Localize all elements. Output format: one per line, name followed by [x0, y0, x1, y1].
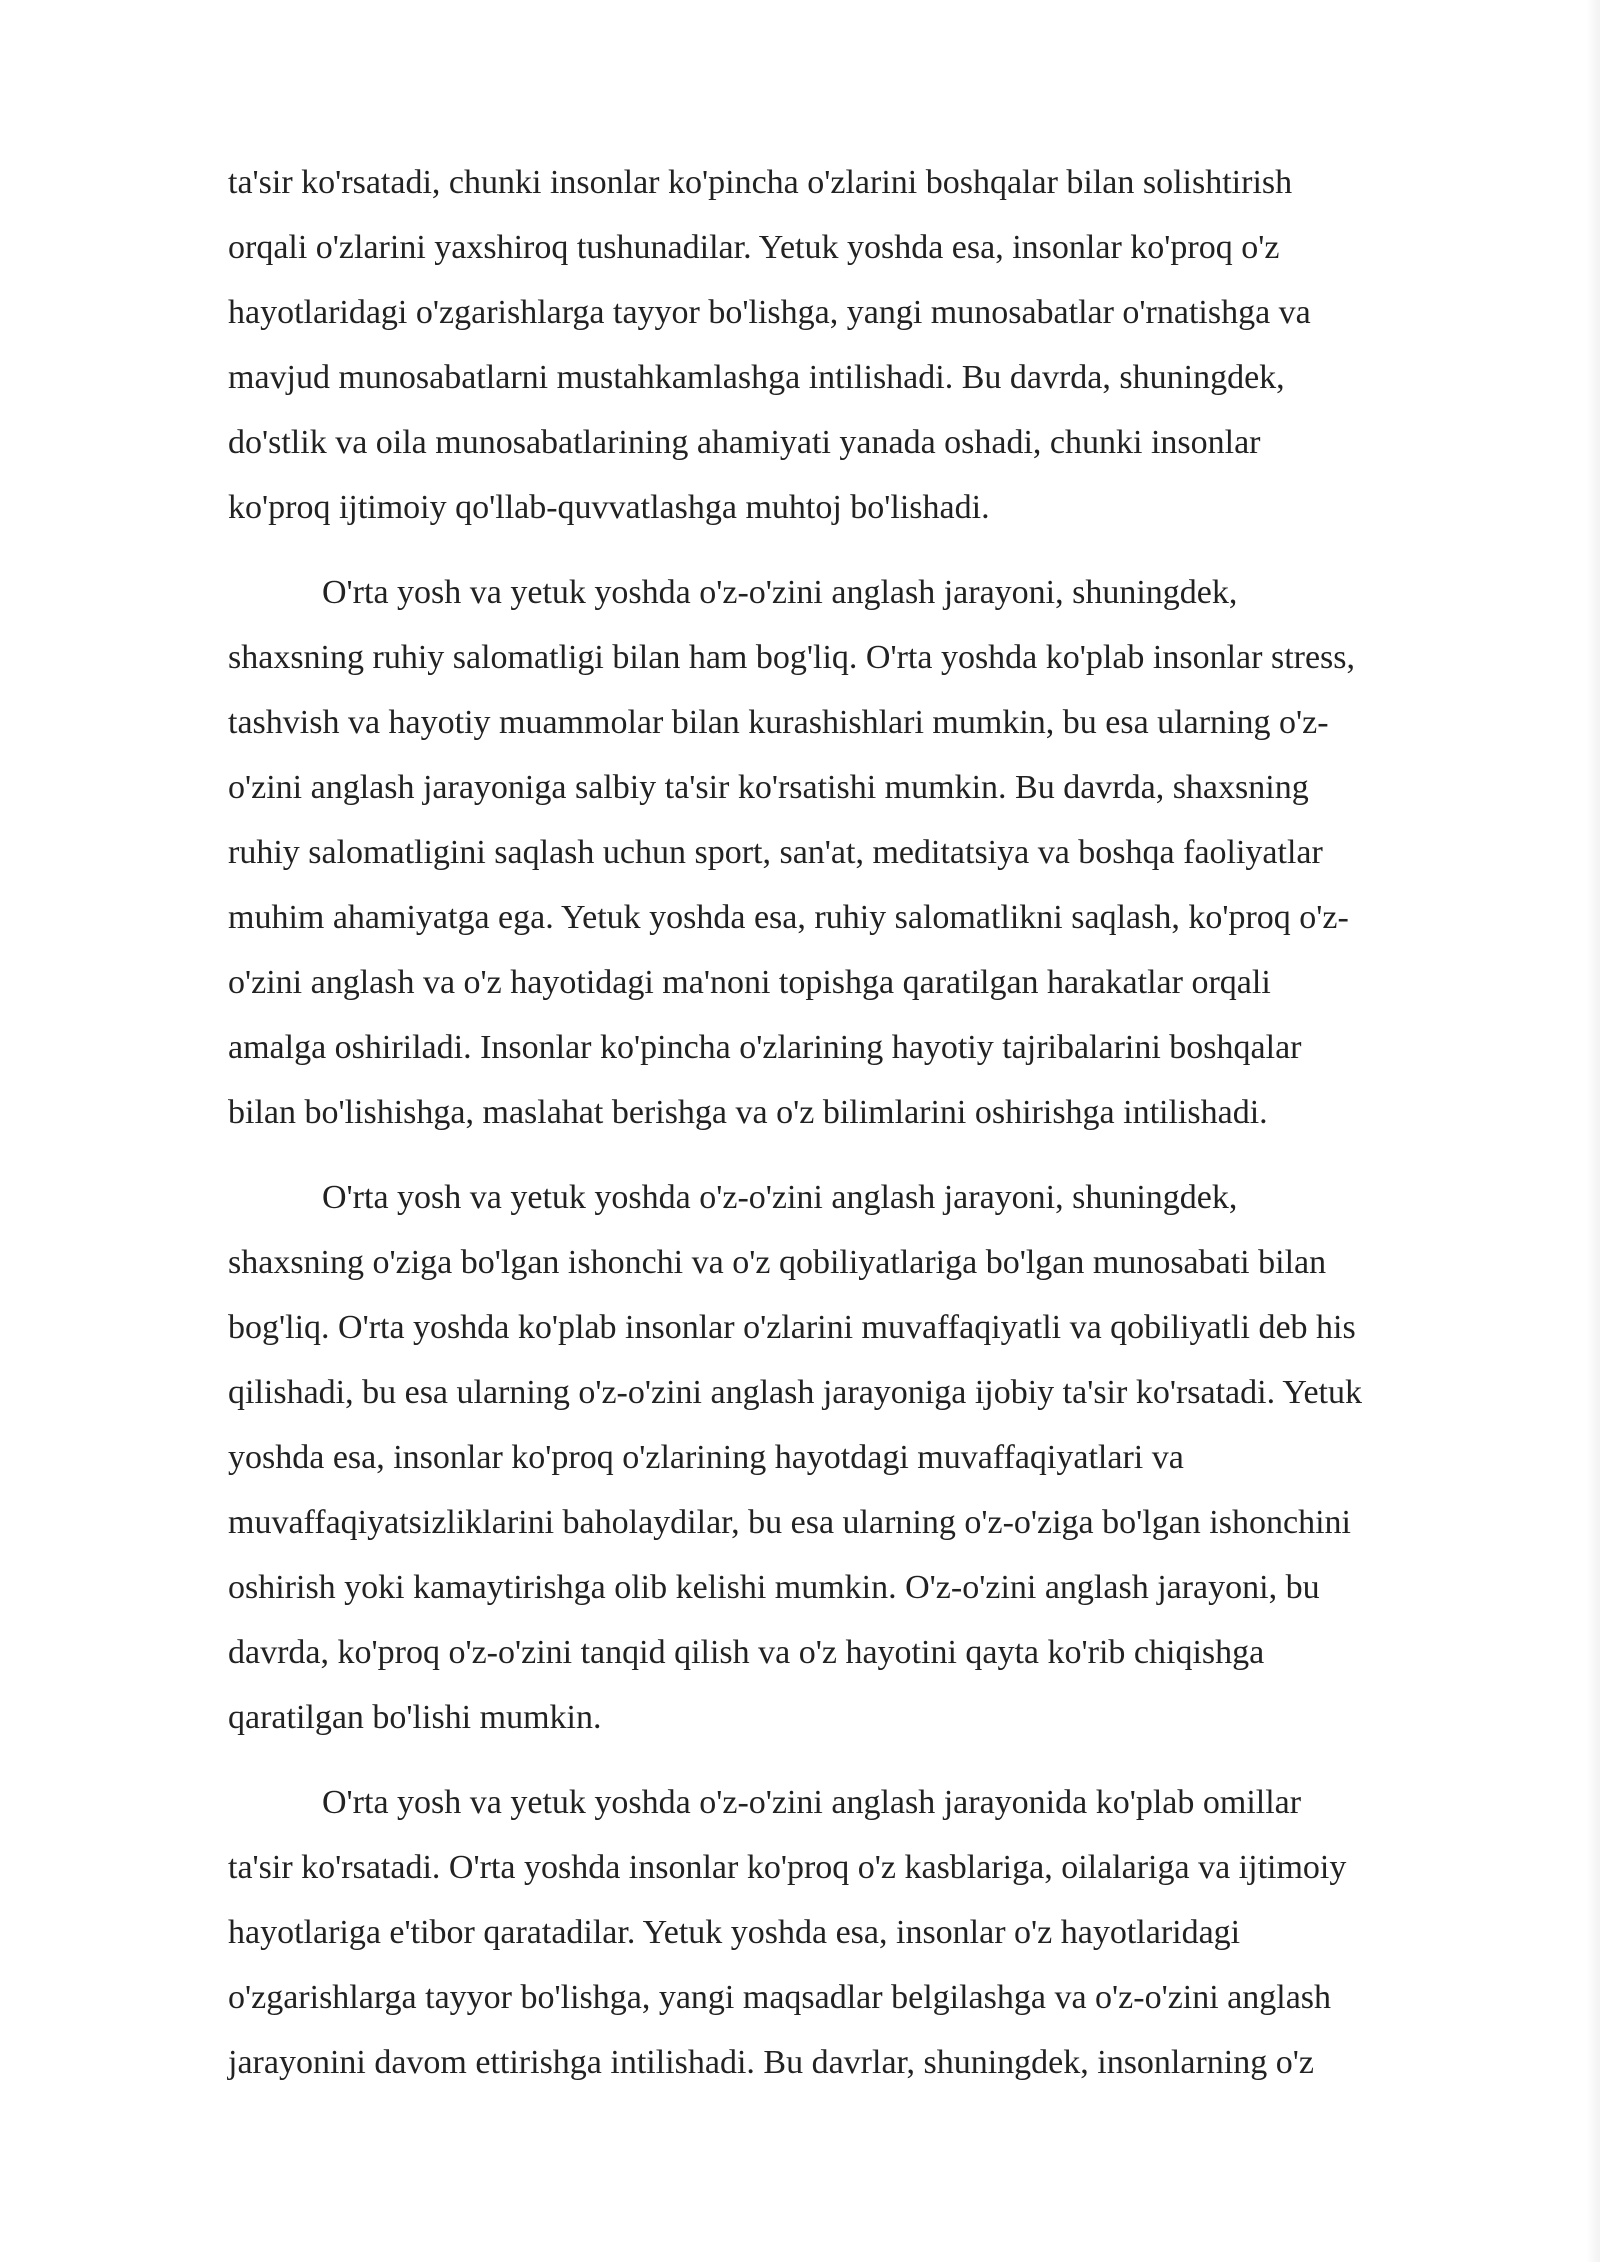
text-line: ko'proq ijtimoiy qo'llab-quvvatlashga muhtoj bo'lishadi. — [228, 489, 990, 526]
text-line: bog'liq. O'rta yoshda ko'plab insonlar o'zlarini muvaffaqiyatli va qobiliyatli deb his — [228, 1309, 1356, 1346]
text-line: tashvish va hayotiy muammolar bilan kurashishlari mumkin, bu esa ularning o'z- — [228, 704, 1329, 741]
text-line: davrda, ko'proq o'z-o'zini tanqid qilish va o'z hayotini qayta ko'rib chiqishga — [228, 1634, 1265, 1671]
text-line: o'zini anglash jarayoniga salbiy ta'sir ko'rsatishi mumkin. Bu davrda, shaxsning — [228, 769, 1309, 806]
text-line: bilan bo'lishishga, maslahat berishga va o'z bilimlarini oshirishga intilishadi. — [228, 1094, 1268, 1131]
text-line: amalga oshiriladi. Insonlar ko'pincha o'zlarining hayotiy tajribalarini boshqalar — [228, 1029, 1302, 1066]
document-body — [228, 150, 1488, 2115]
text-line: muhim ahamiyatga ega. Yetuk yoshda esa, ruhiy salomatlikni saqlash, ko'proq o'z- — [228, 899, 1349, 936]
text-line: yoshda esa, insonlar ko'proq o'zlarining hayotdagi muvaffaqiyatlari va — [228, 1439, 1184, 1476]
text-line: O'rta yosh va yetuk yoshda o'z-o'zini anglash jarayonida ko'plab omillar — [322, 1784, 1302, 1821]
text-line: do'stlik va oila munosabatlarining ahamiyati yanada oshadi, chunki insonlar — [228, 424, 1261, 461]
text-line: oshirish yoki kamaytirishga olib kelishi mumkin. O'z-o'zini anglash jarayoni, bu — [228, 1569, 1320, 1606]
text-line: hayotlaridagi o'zgarishlarga tayyor bo'lishga, yangi munosabatlar o'rnatishga va — [228, 294, 1311, 331]
text-line: qilishadi, bu esa ularning o'z-o'zini anglash jarayoniga ijobiy ta'sir ko'rsatadi. Yetuk — [228, 1374, 1363, 1411]
paragraph-2 — [228, 560, 1488, 1145]
text-line: ta'sir ko'rsatadi, chunki insonlar ko'pincha o'zlarini boshqalar bilan solishtirish — [228, 164, 1293, 201]
text-line: shaxsning ruhiy salomatligi bilan ham bog'liq. O'rta yoshda ko'plab insonlar stress, — [228, 639, 1356, 676]
text-line: shaxsning o'ziga bo'lgan ishonchi va o'z qobiliyatlariga bo'lgan munosabati bilan — [228, 1244, 1327, 1281]
paragraph-3 — [228, 1165, 1488, 1750]
text-line: O'rta yosh va yetuk yoshda o'z-o'zini anglash jarayoni, shuningdek, — [322, 1179, 1238, 1216]
paragraph-4 — [228, 1770, 1488, 2095]
text-line: mavjud munosabatlarni mustahkamlashga intilishadi. Bu davrda, shuningdek, — [228, 359, 1285, 396]
text-line: orqali o'zlarini yaxshiroq tushunadilar. Yetuk yoshda esa, insonlar ko'proq o'z — [228, 229, 1280, 266]
text-line: ta'sir ko'rsatadi. O'rta yoshda insonlar ko'proq o'z kasblariga, oilalariga va ijtimoiy — [228, 1849, 1347, 1886]
text-line: O'rta yosh va yetuk yoshda o'z-o'zini anglash jarayoni, shuningdek, — [322, 574, 1238, 611]
paragraph-1 — [228, 150, 1488, 540]
text-line: o'zgarishlarga tayyor bo'lishga, yangi maqsadlar belgilashga va o'z-o'zini anglash — [228, 1979, 1332, 2016]
text-line: hayotlariga e'tibor qaratadilar. Yetuk yoshda esa, insonlar o'z hayotlaridagi — [228, 1914, 1241, 1951]
text-line: jarayonini davom ettirishga intilishadi. Bu davrlar, shuningdek, insonlarning o'z — [228, 2044, 1314, 2081]
text-line: qaratilgan bo'lishi mumkin. — [228, 1699, 602, 1736]
page-edge-shadow — [1586, 0, 1600, 2262]
text-line: muvaffaqiyatsizliklarini baholaydilar, bu esa ularning o'z-o'ziga bo'lgan ishonchini — [228, 1504, 1351, 1541]
text-line: o'zini anglash va o'z hayotidagi ma'noni topishga qaratilgan harakatlar orqali — [228, 964, 1271, 1001]
text-line: ruhiy salomatligini saqlash uchun sport, san'at, meditatsiya va boshqa faoliyatlar — [228, 834, 1323, 871]
